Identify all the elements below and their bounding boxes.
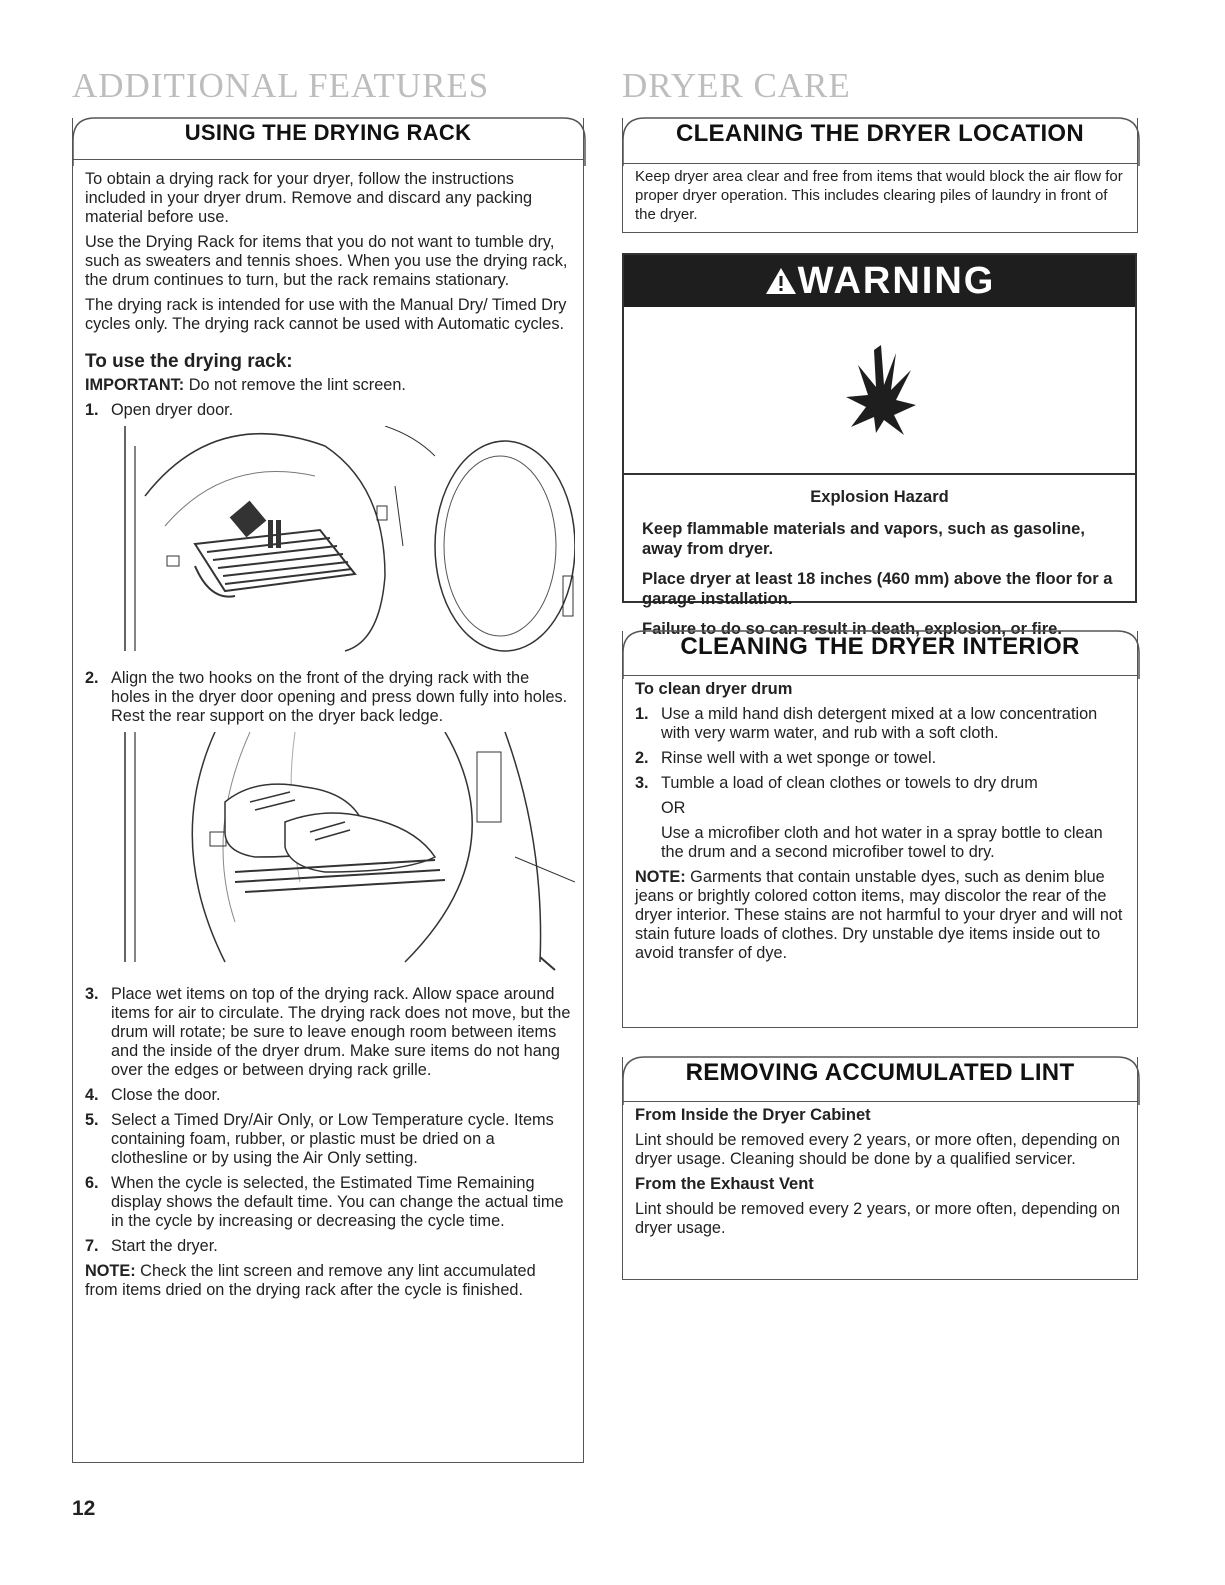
- step-number: 3.: [635, 774, 649, 792]
- dryer-interior-content: [635, 680, 1125, 969]
- dryer-location-text: [635, 167, 1125, 230]
- list-item: [635, 705, 1125, 743]
- step-number: 6.: [85, 1174, 99, 1192]
- list-item: [85, 1174, 571, 1231]
- subheading: From Inside the Dryer Cabinet: [635, 1106, 871, 1124]
- step-text: Use a mild hand dish detergent mixed at a low concentration with very warm water, and rub with a soft cloth.: [661, 705, 1098, 742]
- warning-triangle-icon: [764, 266, 798, 296]
- list-item: [635, 774, 1125, 862]
- list-item: [85, 1237, 571, 1256]
- box-header: [621, 1049, 1139, 1105]
- box-header: [621, 110, 1139, 166]
- drying-rack-content: [85, 170, 571, 1306]
- warning-line: Keep flammable materials and vapors, such as gasoline, away from dryer.: [642, 520, 1085, 558]
- paragraph: Use the Drying Rack for items that you do not want to tumble dry, such as sweaters and tennis shoes. When you use the drying rack, the drum continues to turn, but the rack remains stationary.: [85, 233, 568, 289]
- step-text: Close the door.: [111, 1086, 221, 1104]
- section-title-additional-features: ADDITIONAL FEATURES: [72, 66, 490, 105]
- step-text: Align the two hooks on the front of the drying rack with the holes in the dryer door opening and press down fully into holes. Rest the rear support on the dryer back ledge.: [111, 669, 568, 725]
- step-number: 2.: [85, 669, 99, 687]
- step-text: Place wet items on top of the drying rack. Allow space around items for air to circulate. The drying rack does not move, but the drum will rotate; be sure to leave enough room between items and the inside of the dryer drum. Make sure items do not hang over the edges or between drying rack grille.: [111, 985, 571, 1079]
- list-item: [85, 1111, 571, 1168]
- subheading: To clean dryer drum: [635, 680, 793, 698]
- step-number: 7.: [85, 1237, 99, 1255]
- note-text: Check the lint screen and remove any lint accumulated from items dried on the drying rack after the cycle is finished.: [85, 1262, 536, 1299]
- warning-banner-text: WARNING: [797, 260, 996, 302]
- list-item: [85, 1086, 571, 1105]
- paragraph: Lint should be removed every 2 years, or more often, depending on dryer usage. Cleaning should be done by a qualified servicer.: [635, 1131, 1121, 1168]
- dryer-interior-box: [622, 631, 1138, 1028]
- or-text: OR: [661, 799, 686, 817]
- step-text: Open dryer door.: [111, 401, 234, 419]
- list-item: [85, 401, 571, 420]
- accumulated-lint-box: [622, 1057, 1138, 1280]
- subheading: To use the drying rack:: [85, 351, 293, 372]
- step-text: Select a Timed Dry/Air Only, or Low Temperature cycle. Items containing foam, rubber, or plastic must be dried on a clothesline or by using the Air Only setting.: [111, 1111, 554, 1167]
- warning-banner: [624, 255, 1135, 307]
- section-title-dryer-care: DRYER CARE: [622, 66, 851, 105]
- note: [85, 1262, 571, 1300]
- dryer-door-open-illustration: [85, 426, 571, 661]
- steps-list: [85, 401, 571, 420]
- paragraph: To obtain a drying rack for your dryer, follow the instructions included in your dryer drum. Remove and discard any packing material before use.: [85, 170, 533, 226]
- lint-content: [635, 1106, 1125, 1244]
- explosion-icon-area: [624, 307, 1135, 475]
- shoes-on-rack-illustration: [85, 732, 571, 977]
- list-item: [85, 669, 571, 726]
- page-number: 12: [72, 1497, 96, 1520]
- step-number: 1.: [635, 705, 649, 723]
- step-text: Start the dryer.: [111, 1237, 218, 1255]
- header-rule: [623, 675, 1137, 676]
- steps-list: [635, 705, 1125, 862]
- note-text: Garments that contain unstable dyes, such as denim blue jeans or brightly colored cotton items, may discolor the rear of the dryer interior. These stains are not harmful to your dryer and will not stain future loads of clothes. Dry unstable dye items inside out to avoid transfer of dye.: [635, 868, 1123, 962]
- hazard-title: Explosion Hazard: [810, 488, 949, 506]
- step-number: 5.: [85, 1111, 99, 1129]
- warning-line: Place dryer at least 18 inches (460 mm) above the floor for a garage installation.: [642, 570, 1113, 608]
- step-number: 1.: [85, 401, 99, 419]
- box-title: CLEANING THE DRYER INTERIOR: [680, 633, 1080, 660]
- important-note: [85, 376, 571, 395]
- box-title: CLEANING THE DRYER LOCATION: [675, 120, 1085, 147]
- list-item: [635, 749, 1125, 768]
- subheading: From the Exhaust Vent: [635, 1175, 814, 1193]
- box-title: USING THE DRYING RACK: [184, 120, 472, 145]
- dryer-location-box: [622, 118, 1138, 233]
- step-number: 2.: [635, 749, 649, 767]
- step-text: When the cycle is selected, the Estimated Time Remaining display shows the default time. You can change the actual time in the cycle by increasing or decreasing the cycle time.: [111, 1174, 564, 1230]
- step-number: 4.: [85, 1086, 99, 1104]
- steps-list: [85, 669, 571, 726]
- header-rule: [73, 159, 583, 160]
- alt-text: Use a microfiber cloth and hot water in a spray bottle to clean the drum and a second microfiber towel to dry.: [661, 824, 1103, 861]
- steps-list: [85, 985, 571, 1256]
- note-label: NOTE:: [85, 1262, 136, 1280]
- note: [635, 868, 1125, 963]
- explosion-icon: [846, 345, 916, 435]
- drying-rack-box: [72, 118, 584, 1463]
- header-rule: [623, 163, 1137, 164]
- paragraph: Lint should be removed every 2 years, or more often, depending on dryer usage.: [635, 1200, 1121, 1237]
- warning-box: [622, 253, 1137, 638]
- important-label: IMPORTANT:: [85, 376, 185, 394]
- box-header: [621, 623, 1139, 679]
- step-text: Rinse well with a wet sponge or towel.: [661, 749, 937, 767]
- step-text-main: Tumble a load of clean clothes or towels to dry drum: [661, 774, 1038, 792]
- warning-line: Failure to do so can result in death, explosion, or fire.: [642, 620, 1062, 638]
- header-rule: [623, 1101, 1137, 1102]
- step-text: [661, 774, 1125, 862]
- list-item: [85, 985, 571, 1080]
- paragraph: The drying rack is intended for use with the Manual Dry/ Timed Dry cycles only. The drying rack cannot be used with Automatic cycles.: [85, 296, 567, 333]
- paragraph: Keep dryer area clear and free from items that would block the air flow for proper dryer operation. This includes clearing piles of laundry in front of the dryer.: [635, 168, 1123, 223]
- box-title: REMOVING ACCUMULATED LINT: [685, 1059, 1075, 1086]
- box-header: [71, 110, 585, 166]
- note-label: NOTE:: [635, 868, 686, 886]
- important-text: Do not remove the lint screen.: [184, 376, 406, 394]
- step-number: 3.: [85, 985, 99, 1003]
